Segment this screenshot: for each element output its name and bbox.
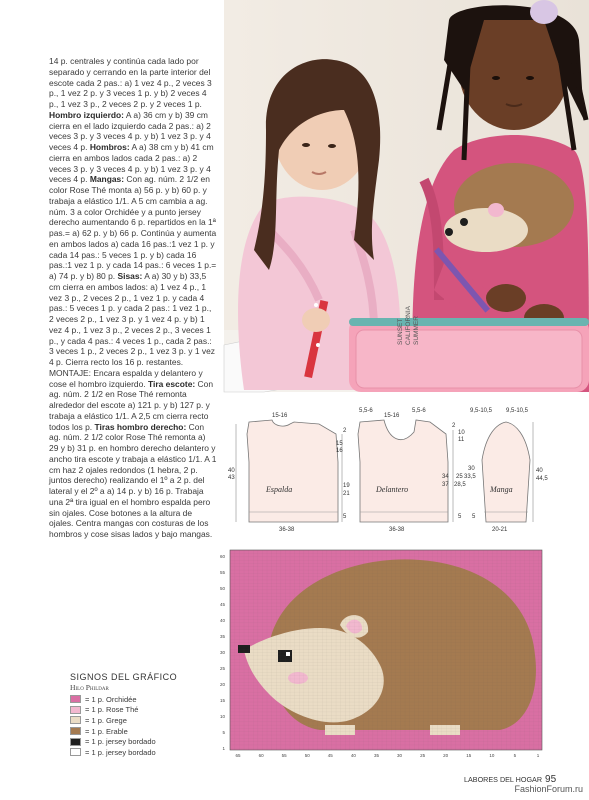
delantero-bottom: 36-38 bbox=[389, 527, 405, 533]
manga-top2: 9,5-10,5 bbox=[506, 408, 529, 414]
x-tick-label: 35 bbox=[373, 753, 379, 758]
paragraph: A a) 36 cm y b) 39 cm cierra en el lado izquierdo cada 2 pas.: a) 2 veces 3 p. y 3 veces 4 p. y b) 1 vez 3 p. y 4 veces 4 p. bbox=[49, 109, 211, 152]
x-tick-label: 25 bbox=[420, 753, 426, 758]
y-tick-label: 1 bbox=[222, 746, 225, 751]
legend-swatch bbox=[70, 738, 81, 746]
legend-swatch bbox=[70, 727, 81, 735]
paragraph: 14 p. centrales y continúa cada lado por separado y cerrando en la parte interior del escote cada 2 pas.: a) 1 vez 4 p., 2 veces 3 p., 1 vez 2 p. y 3 veces 1 p. y b) 2 veces 4 p., 1 vez 3 p., 2 veces 2 p. y 2 veces 1 p. bbox=[49, 56, 212, 109]
paragraph: A a) 30 y b) 33,5 cm cierra en ambos lados: a) 1 vez 4 p., 1 vez 3 p., 2 veces 2 p., 1 vez 1 p. y cada 4 pas.: 5 veces 1 p. y cada 2 pas.: 1 vez 1 p., 2 veces 2 p., 1 vez 3 p. y 1 vez 4 p. y b) 1 vez 4 p., 1 vez 3 p., 2 veces 2 p., 3 veces 1 p., y cada 4 pas.: 4 veces 1 p., cada 2 pas.: 3 veces 1 p., 2 veces 2 p., 1 vez 3 p. y 1 vez 4 p. Cierra recto los 16 p. restantes. MONTAJE: Encara espalda y delantero y cose el hombro izquierdo. bbox=[49, 271, 216, 389]
espalda-right3: 21 bbox=[343, 491, 350, 497]
y-tick-label: 30 bbox=[219, 650, 225, 655]
page-number: 95 bbox=[545, 774, 557, 785]
delantero-top2: 15-16 bbox=[384, 413, 400, 419]
heading-mangas: Mangas: bbox=[89, 174, 125, 185]
espalda-top: 15-16 bbox=[272, 413, 288, 419]
y-tick-label: 55 bbox=[219, 570, 225, 575]
manga-label: Manga bbox=[490, 485, 513, 494]
delantero-right6: 25 bbox=[456, 474, 463, 480]
chart-legend bbox=[70, 672, 230, 758]
manga-left1: 30 bbox=[468, 466, 475, 472]
y-tick-label: 20 bbox=[219, 682, 225, 687]
espalda-shape bbox=[247, 420, 338, 522]
manga-top1: 9,5-10,5 bbox=[470, 408, 493, 414]
y-tick-label: 15 bbox=[219, 698, 225, 703]
delantero-top3: 5,5-6 bbox=[412, 408, 426, 414]
x-tick-label: 55 bbox=[281, 753, 287, 758]
delantero-right3: 11 bbox=[458, 437, 465, 443]
x-tick-label: 5 bbox=[513, 753, 517, 758]
photo-children bbox=[224, 0, 589, 392]
chart-x-axis bbox=[235, 753, 539, 758]
legend-swatch bbox=[70, 716, 81, 724]
espalda-right2: 19 bbox=[343, 483, 350, 489]
y-tick-label: 35 bbox=[219, 634, 225, 639]
delantero-right5: 37 bbox=[442, 482, 449, 488]
paragraph: Con ag. núm. 2 1/2 color Rose Thé remonta a) 29 y b) 31 p. en hombro derecho delantero y ancho tira escote y trabaja a elástico 1/1. A 1 cm haz 2 ojales redondos (1 hebra, 2 p. juntos derecho) realizando el 1º a 2 p. del lateral y el 2º a a) 14 p. y b) 16 p. Trabaja una 2ª tira igual en el hombro espalda pero sin ojales. Cose botones a la altura de ojales. Centra mangas con costuras de los hombros y cose sisas lados y bajo mangas. bbox=[49, 421, 217, 539]
legend-label: = 1 p. Rose Thé bbox=[85, 705, 139, 715]
manga-right1: 40 bbox=[536, 468, 543, 474]
y-tick-label: 60 bbox=[219, 554, 225, 559]
legend-swatch bbox=[70, 706, 81, 714]
heading-hombros: Hombros: bbox=[89, 142, 130, 152]
bag-label: CALIFORNIA bbox=[405, 305, 412, 345]
x-tick-label: 45 bbox=[327, 753, 333, 758]
y-tick-label: 5 bbox=[222, 730, 225, 735]
x-tick-label: 15 bbox=[466, 753, 472, 758]
legend-swatch bbox=[70, 695, 81, 703]
heading-sisas: Sisas: bbox=[117, 271, 143, 281]
legend-item bbox=[70, 694, 230, 705]
heading-tiras-hombro: Tiras hombro derecho: bbox=[94, 421, 187, 432]
legend-swatch bbox=[70, 748, 81, 756]
watermark: FashionForum.ru bbox=[514, 784, 583, 794]
manga-bottom: 20-21 bbox=[492, 527, 508, 533]
legend-label: = 1 p. Erable bbox=[85, 726, 128, 736]
paragraph: Con ag. núm. 2 1/2 en Rose Thé remonta alrededor del escote a) 121 p. y b) 127 p. y trabaja a elástico 1/1. A 2,5 cm cierra recto todos los p. bbox=[49, 378, 214, 432]
x-tick-label: 60 bbox=[258, 753, 264, 758]
legend-label: = 1 p. Grege bbox=[85, 715, 127, 725]
delantero-right8: 5 bbox=[458, 514, 462, 520]
paragraph: Con ag. núm. 2 1/2 en color Rose Thé monta a) 56 p. y b) 60 p. y trabaja a elástico 1/1. A 5 cm cambia a ag. núm. 3 a color Orchidée y a punto jersey derecho aumentando 6 p. repartidos en la 1ª pas.= a) 62 p. y b) 66 p. Continúa y aumenta en ambos lados a) cada 16 pas.:1 vez 1 p. y cada 14 pas.: 5 veces 1 p. y b) cada 16 pas.:1 vez 1 p. y cada 14 pas.: 6 veces 1 p.= a) 74 p. y b) 80 p. bbox=[49, 174, 217, 281]
manga-left3: 5 bbox=[472, 514, 476, 520]
legend-item bbox=[70, 705, 230, 716]
delantero-right7: 28,5 bbox=[454, 482, 466, 488]
y-tick-label: 25 bbox=[219, 666, 225, 671]
y-tick-label: 50 bbox=[219, 586, 225, 591]
legend-label: = 1 p. Orchidée bbox=[85, 694, 137, 704]
x-tick-label: 20 bbox=[443, 753, 449, 758]
manga-left2: 33,5 bbox=[464, 474, 476, 480]
delantero-right1: 2 bbox=[452, 423, 456, 429]
heading-tira-escote: Tira escote: bbox=[147, 378, 196, 389]
legend-title: SIGNOS DEL GRÁFICO bbox=[70, 672, 178, 682]
delantero-left2: 16 bbox=[336, 448, 343, 454]
x-tick-label: 30 bbox=[397, 753, 403, 758]
espalda-right1: 2 bbox=[343, 428, 347, 434]
espalda-left2: 43 bbox=[228, 475, 235, 481]
y-tick-label: 40 bbox=[219, 618, 225, 623]
x-tick-label: 40 bbox=[350, 753, 356, 758]
legend-item bbox=[70, 747, 230, 758]
magazine-name: LABORES DEL HOGAR bbox=[464, 775, 543, 784]
y-tick-label: 45 bbox=[219, 602, 225, 607]
delantero-right2: 10 bbox=[458, 430, 465, 436]
legend-label: = 1 p. jersey bordado bbox=[85, 737, 156, 747]
knitting-chart bbox=[219, 545, 549, 760]
delantero-label: Delantero bbox=[376, 485, 409, 494]
delantero-top1: 5,5-6 bbox=[359, 408, 373, 414]
legend-label: = 1 p. jersey bordado bbox=[85, 747, 156, 757]
legend-items bbox=[70, 694, 230, 758]
garment-schematics bbox=[224, 400, 589, 540]
espalda-label: Espalda bbox=[266, 485, 293, 494]
delantero-left1: 15 bbox=[336, 441, 343, 447]
x-tick-label: 65 bbox=[235, 753, 241, 758]
delantero-shape bbox=[358, 420, 448, 522]
bag-label: SUNSET bbox=[397, 318, 404, 345]
espalda-left1: 40 bbox=[228, 468, 235, 474]
bag-label: SUMMER bbox=[413, 316, 420, 345]
manga-shape bbox=[482, 422, 530, 522]
manga-right2: 44,5 bbox=[536, 476, 548, 482]
delantero-right4: 34 bbox=[442, 474, 449, 480]
legend-item bbox=[70, 715, 230, 726]
legend-item bbox=[70, 736, 230, 747]
legend-item bbox=[70, 726, 230, 737]
legend-subtitle: Hilo Phildar bbox=[70, 683, 109, 692]
espalda-right4: 5 bbox=[343, 514, 347, 520]
x-tick-label: 1 bbox=[536, 753, 540, 758]
instructions-text bbox=[49, 56, 217, 540]
x-tick-label: 10 bbox=[489, 753, 495, 758]
photo-illustration bbox=[224, 0, 589, 392]
paragraph: A a) 38 cm y b) 41 cm cierra en ambos lados cada 2 pas.: a) 2 veces 3 p. y 3 veces 4 p. y b) 1 vez 3 p. y 4 veces 4 p. bbox=[49, 142, 214, 185]
espalda-bottom: 36-38 bbox=[279, 527, 295, 533]
y-tick-label: 10 bbox=[219, 714, 225, 719]
x-tick-label: 50 bbox=[304, 753, 310, 758]
heading-hombro-izquierdo: Hombro izquierdo: bbox=[49, 109, 124, 120]
